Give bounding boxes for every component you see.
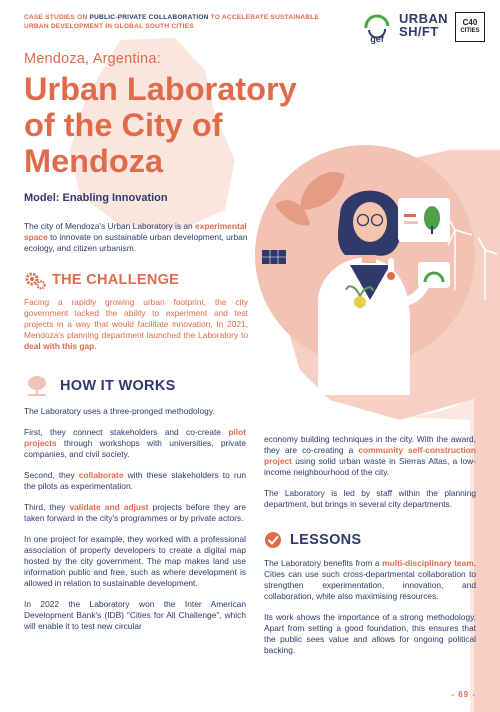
how-heading-row	[24, 375, 176, 397]
how-p7-pre: economy building techniques in the city. With the award, they are co-creating a	[264, 434, 476, 455]
c40-logo-line2: CITIES	[460, 28, 480, 34]
intro-paragraph	[24, 221, 248, 254]
how-column-left	[24, 406, 246, 642]
how-p3-post: with these stakeholders to run the pilots as experimentation.	[24, 470, 247, 491]
how-p6: In 2022 the Laboratory won the Inter American Development Bank's (IDB) “Cities for All Challenge”, which will enable it to test new circular	[24, 599, 246, 631]
how-p8: The Laboratory is led by staff within the planning department, but brings in several city departments.	[264, 488, 476, 509]
gauge-card-illustration	[418, 262, 450, 288]
challenge-post: .	[94, 341, 97, 351]
lessons-p1-bold: multi-disciplinary team	[382, 558, 474, 568]
how-p2-bold: pilot projects	[24, 427, 246, 448]
header-kicker	[24, 14, 324, 31]
lessons-heading-row	[264, 531, 361, 549]
kicker-bold: PUBLIC-PRIVATE COLLABORATION	[89, 14, 209, 21]
lessons-heading: LESSONS	[290, 532, 362, 548]
lessons-p1-post: . Cities can use such cross-departmental collaboration to strengthen experimentation, innovation, and collaboration, while also maximising resources.	[264, 558, 476, 601]
gears-icon	[24, 270, 46, 290]
how-p7	[264, 434, 476, 478]
how-p2-post: through workshops with universities, private companies, and civil society.	[24, 438, 246, 459]
urban-shift-logo-line2: SH/FT	[399, 24, 439, 39]
how-heading: HOW IT WORKS	[60, 378, 176, 394]
kicker-pre: CASE STUDIES ON	[24, 14, 90, 21]
kicker-post: TO ACCELERATE SUSTAINABLE URBAN DEVELOPMENT IN GLOBAL SOUTH CITIES	[24, 14, 320, 30]
challenge-heading-row	[24, 270, 179, 290]
how-p3	[24, 470, 246, 492]
how-p5: In one project for example, they worked with a professional association of property developers to create a digital map hosted by the city government. The map makes land use information public and free, such as where development is allowed in relation to sustainable development.	[24, 534, 246, 588]
how-p2-pre: First, they connect stakeholders and co-create	[24, 427, 229, 437]
how-p3-pre: Second, they	[24, 470, 79, 480]
how-p7-post: using solid urban waste in Sierras Altas, a low-income neighbourhood of the city.	[264, 456, 476, 477]
how-p4-pre: Third, they	[24, 502, 70, 512]
lessons-p1	[264, 558, 476, 602]
challenge-pre: Facing a rapidly growing urban footprint, the city government lacked the ability to experiment and test projects in a way that would facilitate innovation. In 2021, Mendoza's planning department launched the Laboratory to	[24, 297, 248, 340]
location-subtitle: Mendoza, Argentina:	[24, 51, 161, 67]
solar-panel-illustration	[262, 250, 286, 264]
c40-logo	[455, 12, 485, 42]
challenge-heading: THE CHALLENGE	[52, 272, 180, 288]
how-column-right	[264, 434, 476, 520]
check-circle-icon	[264, 531, 282, 549]
how-p4	[24, 502, 246, 524]
how-p2	[24, 427, 246, 460]
c40-logo-line1: C40	[462, 18, 478, 27]
gef-logo-text: gef	[370, 34, 384, 44]
challenge-paragraph	[24, 297, 248, 352]
thermometer-illustration	[387, 258, 395, 280]
lessons-column	[264, 558, 476, 666]
intro-pre: The city of Mendoza's Urban Laboratory is an	[24, 221, 196, 231]
urban-shift-logo	[399, 12, 448, 38]
challenge-bold: deal with this gap	[24, 341, 95, 351]
urban-shift-logo-line1: URBAN	[399, 11, 448, 26]
how-p3-bold: collaborate	[78, 470, 124, 480]
intro-post: to innovate on sustainable urban development, urban ecology, and citizen urbanism.	[24, 232, 248, 253]
intro-bold: experimental space	[24, 221, 247, 242]
tree-card-illustration	[398, 198, 450, 242]
how-p4-post: projects before they are taken forward in the city's programmes or by private actors.	[24, 502, 246, 523]
lessons-p2: Its work shows the importance of a strong methodology. Apart from setting a good foundation, this ensures that the public sees value and allows for ongoing political backing.	[264, 612, 476, 655]
model-label: Model: Enabling Innovation	[24, 192, 168, 204]
tree-icon	[24, 375, 50, 397]
page-number: - 69 -	[451, 690, 476, 699]
how-p4-bold: validate and adjust	[69, 502, 149, 512]
how-p1: The Laboratory uses a three-pronged methodology.	[24, 406, 215, 416]
pink-band	[474, 385, 500, 712]
gef-logo	[362, 12, 392, 44]
page-title: Urban Laboratory of the City of Mendoza	[24, 71, 297, 179]
how-p7-bold: community self-construction project	[264, 445, 476, 466]
lessons-p1-pre: The Laboratory benefits from a	[264, 558, 383, 568]
